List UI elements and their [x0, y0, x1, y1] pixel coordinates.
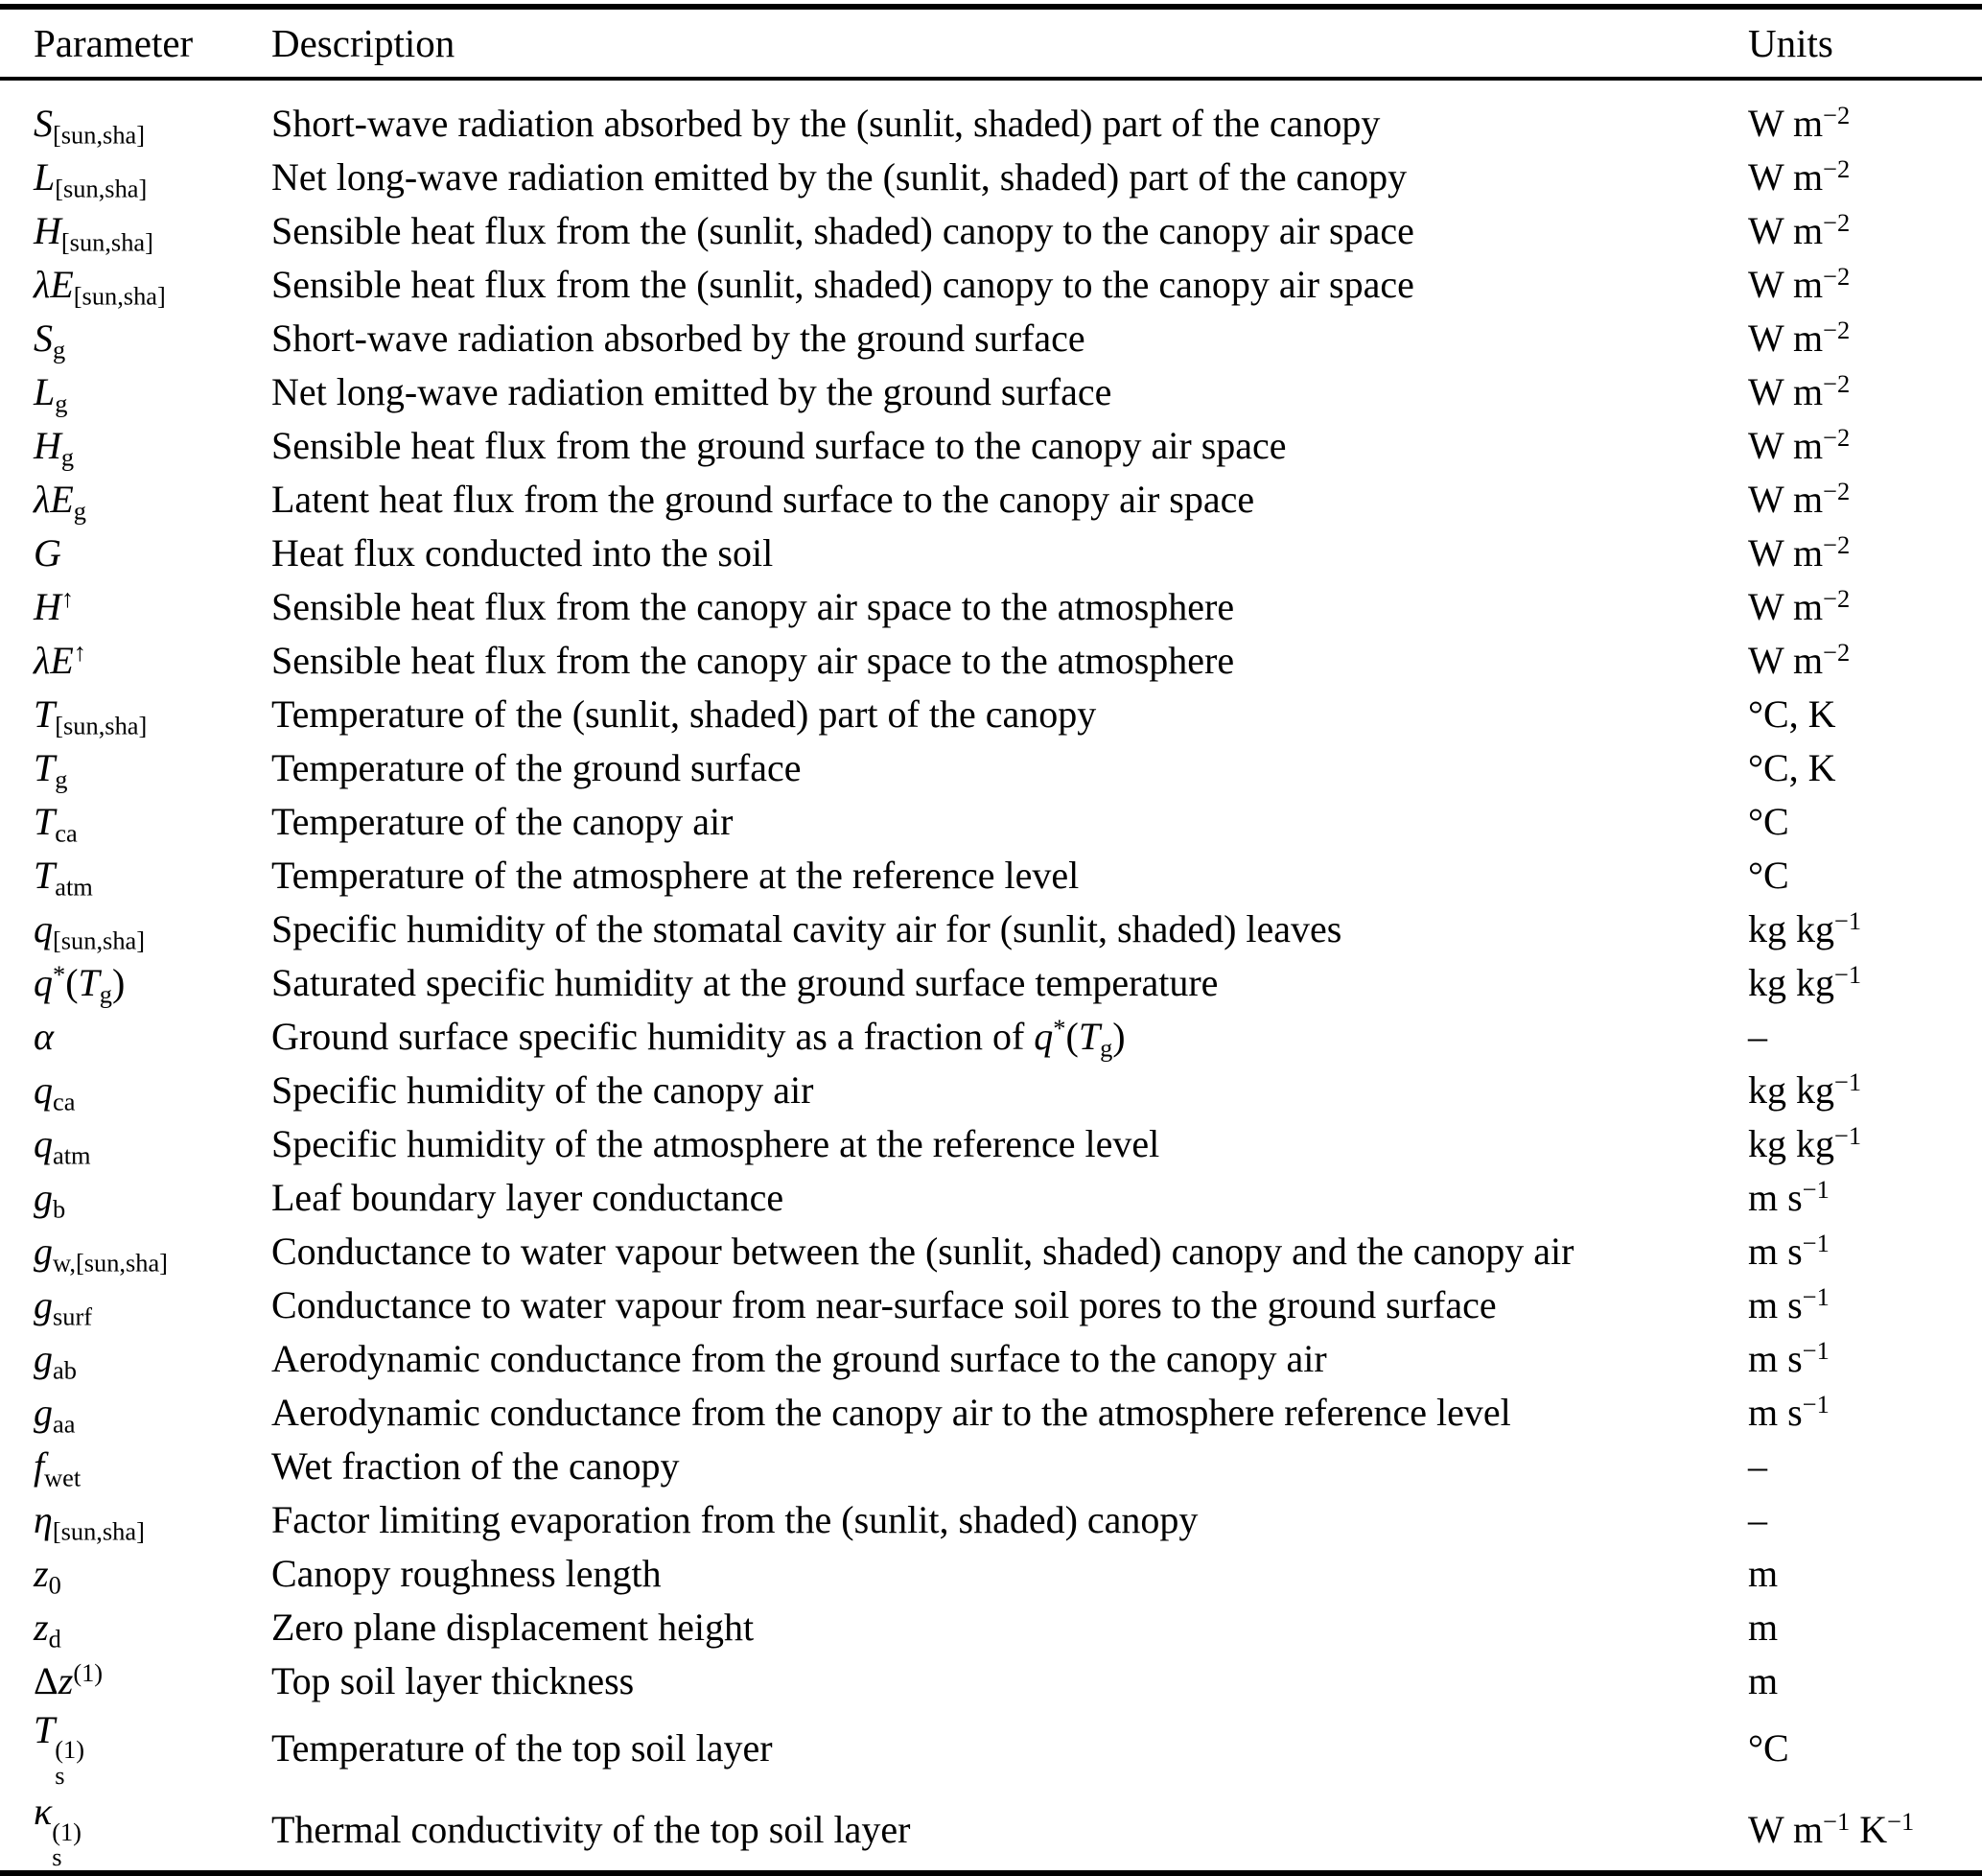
description-cell: Sensible heat flux from the canopy air space to the atmosphere — [271, 584, 1235, 628]
table-row — [0, 1707, 1982, 1789]
units-cell: °C — [1748, 799, 1789, 843]
header-row — [0, 7, 1982, 79]
parameter-cell: λE↑ — [34, 637, 86, 682]
description-cell: Conductance to water vapour from near-surface soil pores to the ground surface — [271, 1282, 1497, 1326]
table-row — [0, 526, 1982, 579]
units-cell: kg $kg^{-1}$ — [1748, 905, 1862, 950]
description-cell: Net long-wave radiation emitted by the (sunlit, shaded) part of the canopy — [271, 154, 1408, 199]
table-row — [0, 848, 1982, 902]
description-cell: Sensible heat flux from the canopy air space to the atmosphere — [271, 638, 1235, 682]
parameter-cell: $q_{ca}$ — [34, 1067, 76, 1115]
parameter-cell: H↑ — [34, 583, 75, 628]
units-cell: m $s^{-1}$ — [1748, 1228, 1830, 1273]
table-row — [0, 1600, 1982, 1653]
description-cell: Net long-wave radiation emitted by the ground surface — [271, 369, 1112, 413]
parameter-cell: $L_g$ — [34, 369, 68, 417]
table-row — [0, 79, 1982, 150]
parameter-cell: T (1) s — [34, 1708, 85, 1791]
units-cell: °C, K — [1748, 745, 1836, 789]
units-cell: – — [1748, 1014, 1767, 1058]
parameter-cell: $H_g$ — [34, 423, 75, 471]
description-cell: Temperature of the top soil layer — [271, 1726, 773, 1770]
parameters-table — [0, 4, 1982, 1876]
description-cell: Ground surface specific humidity as a fraction of $q^*(T_g)$ — [271, 1013, 1126, 1062]
units-cell: W $m^{-2}$ — [1748, 637, 1851, 682]
parameter-cell: $f_{wet}$ — [34, 1443, 82, 1491]
parameter-cell: $T_{[sun,sha]}$ — [34, 692, 148, 739]
units-cell: W $m^{-2}$ — [1748, 529, 1851, 575]
units-cell: W $m^{-1}$ $K^{-1}$ — [1748, 1807, 1915, 1852]
units-cell: W $m^{-2}$ — [1748, 100, 1851, 145]
description-cell: Temperature of the canopy air — [271, 799, 734, 843]
description-cell: Heat flux conducted into the soil — [271, 530, 774, 575]
table-row — [0, 1331, 1982, 1385]
table-row — [0, 687, 1982, 740]
units-cell: °C, K — [1748, 692, 1836, 736]
table-row — [0, 1653, 1982, 1707]
parameter-cell: $\lambda E_{[sun,sha]}$ — [34, 262, 166, 310]
table-row — [0, 472, 1982, 526]
units-cell: m — [1748, 1605, 1779, 1649]
units-cell: – — [1748, 1443, 1767, 1488]
table-row — [0, 1439, 1982, 1492]
description-cell: Saturated specific humidity at the ground surface temperature — [271, 960, 1219, 1004]
parameter-cell: $T_{atm}$ — [34, 853, 93, 901]
description-cell: Short-wave radiation absorbed by the ground surface — [271, 316, 1085, 360]
parameter-cell: $T_g$ — [34, 745, 68, 793]
parameter-cell: $q^*(T_g)$ — [34, 959, 126, 1008]
units-cell: W $m^{-2}$ — [1748, 153, 1851, 199]
parameter-cell: α — [34, 1014, 54, 1058]
parameter-cell: G — [34, 530, 61, 575]
units-cell: m $s^{-1}$ — [1748, 1281, 1830, 1326]
table-row — [0, 1009, 1982, 1063]
table-row — [0, 579, 1982, 633]
units-cell: °C — [1748, 853, 1789, 897]
description-cell: Sensible heat flux from the (sunlit, shaded) canopy to the canopy air space — [271, 208, 1414, 252]
description-cell: Top soil layer thickness — [271, 1658, 635, 1702]
parameter-cell: $\lambda E_g$ — [34, 477, 86, 525]
parameter-cell: $g_{ab}$ — [34, 1336, 77, 1384]
description-cell: Specific humidity of the stomatal cavity air for (sunlit, shaded) leaves — [271, 906, 1342, 950]
header-parameter: Parameter — [0, 7, 271, 79]
table-row — [0, 257, 1982, 311]
units-cell: kg $kg^{-1}$ — [1748, 1120, 1862, 1165]
description-cell: Temperature of the atmosphere at the reference level — [271, 853, 1080, 897]
parameter-cell: $q_{atm}$ — [34, 1121, 91, 1169]
description-cell: Short-wave radiation absorbed by the (sunlit, shaded) part of the canopy — [271, 101, 1381, 145]
units-cell: W $m^{-2}$ — [1748, 368, 1851, 413]
units-cell: °C — [1748, 1726, 1789, 1770]
units-cell: m $s^{-1}$ — [1748, 1174, 1830, 1219]
description-cell: Aerodynamic conductance from the ground surface to the canopy air — [271, 1336, 1327, 1380]
parameter-cell: $g_{w,[sun,sha]}$ — [34, 1229, 168, 1277]
parameter-cell: $S_g$ — [34, 316, 66, 363]
units-cell: W $m^{-2}$ — [1748, 261, 1851, 306]
units-cell: kg $kg^{-1}$ — [1748, 1067, 1862, 1112]
table-row — [0, 1278, 1982, 1331]
description-cell: Specific humidity of the canopy air — [271, 1067, 814, 1112]
table-header — [0, 7, 1982, 79]
table-row — [0, 955, 1982, 1009]
table-row — [0, 1546, 1982, 1600]
table-row — [0, 1789, 1982, 1873]
table-row — [0, 740, 1982, 794]
description-cell: Temperature of the ground surface — [271, 745, 802, 789]
parameter-cell: $T_{ca}$ — [34, 799, 78, 847]
description-cell: Temperature of the (sunlit, shaded) part of the canopy — [271, 692, 1097, 736]
table-body — [0, 79, 1982, 1873]
parameter-cell: $L_{[sun,sha]}$ — [34, 154, 148, 202]
units-cell: m — [1748, 1658, 1779, 1702]
units-cell: W $m^{-2}$ — [1748, 315, 1851, 360]
description-cell: Factor limiting evaporation from the (sunlit, shaded) canopy — [271, 1497, 1199, 1541]
units-cell: – — [1748, 1497, 1767, 1541]
units-cell: m $s^{-1}$ — [1748, 1335, 1830, 1380]
description-cell: Latent heat flux from the ground surface to the canopy air space — [271, 477, 1255, 521]
header-description: Description — [271, 7, 1748, 79]
table-row — [0, 150, 1982, 203]
table-row — [0, 1492, 1982, 1546]
units-cell: W $m^{-2}$ — [1748, 207, 1851, 252]
units-cell: W $m^{-2}$ — [1748, 476, 1851, 521]
parameter-cell: $g_b$ — [34, 1175, 66, 1223]
parameter-cell: $S_{[sun,sha]}$ — [34, 101, 146, 149]
table-row — [0, 418, 1982, 472]
description-cell: Wet fraction of the canopy — [271, 1443, 680, 1488]
units-cell: kg $kg^{-1}$ — [1748, 959, 1862, 1004]
parameter-cell: $g_{aa}$ — [34, 1390, 76, 1438]
parameter-cell: $q_{[sun,sha]}$ — [34, 906, 146, 954]
units-cell: m — [1748, 1551, 1779, 1595]
units-cell: W $m^{-2}$ — [1748, 422, 1851, 467]
parameter-cell: $z_0$ — [34, 1551, 61, 1599]
table-row — [0, 1170, 1982, 1224]
description-cell: Conductance to water vapour between the (sunlit, shaded) canopy and the canopy air — [271, 1229, 1574, 1273]
table-row — [0, 364, 1982, 418]
table-row — [0, 1224, 1982, 1278]
parameter-cell: κ (1) s — [34, 1790, 82, 1872]
description-cell: Canopy roughness length — [271, 1551, 662, 1595]
description-cell: Thermal conductivity of the top soil layer — [271, 1808, 911, 1852]
description-cell: Sensible heat flux from the (sunlit, shaded) canopy to the canopy air space — [271, 262, 1414, 306]
parameter-cell: $g_{surf}$ — [34, 1282, 93, 1330]
description-cell: Zero plane displacement height — [271, 1605, 755, 1649]
parameter-cell: $\Delta z^{(1)}$ — [34, 1657, 104, 1702]
parameter-cell: $H_{[sun,sha]}$ — [34, 208, 153, 256]
table-row — [0, 311, 1982, 364]
units-cell: m $s^{-1}$ — [1748, 1389, 1830, 1434]
parameter-cell: $\eta_{[sun,sha]}$ — [34, 1497, 145, 1545]
units-cell: W $m^{-2}$ — [1748, 583, 1851, 628]
description-cell: Aerodynamic conductance from the canopy air to the atmosphere reference level — [271, 1390, 1511, 1434]
description-cell: Specific humidity of the atmosphere at the reference level — [271, 1121, 1160, 1165]
table-row — [0, 794, 1982, 848]
description-cell: Leaf boundary layer conductance — [271, 1175, 784, 1219]
table-row — [0, 902, 1982, 955]
parameter-cell: $z_d$ — [34, 1605, 61, 1653]
description-cell: Sensible heat flux from the ground surface to the canopy air space — [271, 423, 1287, 467]
table-row — [0, 1116, 1982, 1170]
header-units: Units — [1748, 7, 1982, 79]
table-row — [0, 203, 1982, 257]
table-row — [0, 1385, 1982, 1439]
table-row — [0, 1063, 1982, 1116]
table-row — [0, 633, 1982, 687]
